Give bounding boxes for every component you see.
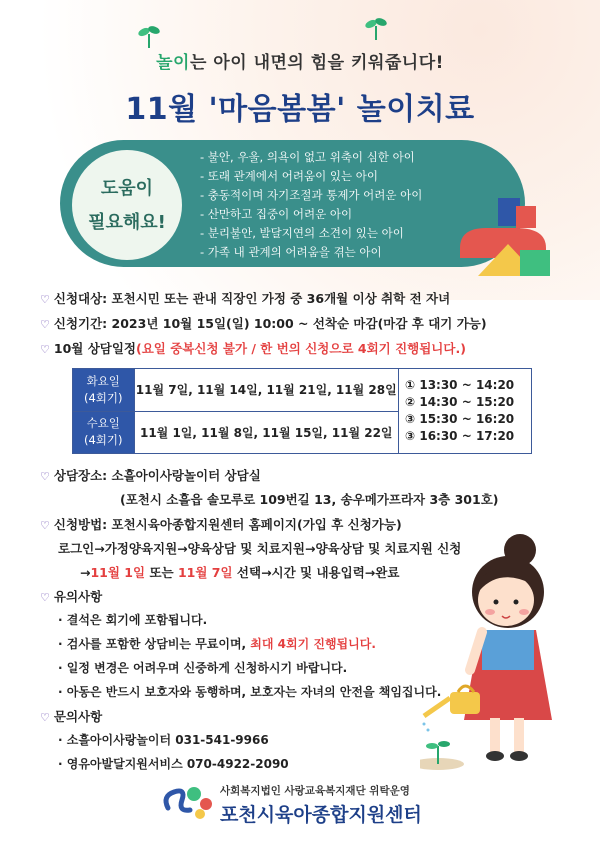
day-cell [73,411,135,454]
method-path: 로그인→가정양육지원→양육상담 및 치료지원→양육상담 및 치료지원 신청 [58,541,462,556]
time-slot: ① 13:30 ~ 14:20 [405,378,515,392]
times-cell [399,369,532,454]
fee-text: · 검사를 포함한 상담비는 무료이며, [58,637,251,651]
help-badge-line2: 필요해요! [88,212,166,233]
list-item: - 산만하고 집중이 어려운 아이 [200,207,353,221]
place-address: (포천시 소흘읍 솔모루로 109번길 13, 송우메가프라자 3층 301호) [120,492,499,507]
list-item: - 가족 내 관계의 어려움을 겪는 아이 [200,245,382,259]
girl-watering-plant-illustration [420,520,570,770]
step-arrow: → [80,565,91,580]
method-step-rest: 선택→시간 및 내용입력→완료 [232,565,400,580]
note-item-fee [58,635,376,652]
slogan-text: 는 아이 내면의 힘을 키워줍니다! [189,53,444,73]
sprout-icon [138,22,160,48]
day-label: 화요일 [86,373,120,388]
footer-org-name: 포천시육아종합지원센터 [220,804,422,826]
heart-icon: ♡ [40,293,50,306]
note-item: · 아동은 반드시 보호자와 동행하며, 보호자는 자녀의 안전을 책임집니다. [58,685,442,699]
contact-label: 문의사항 [53,709,103,724]
method-steps [80,563,399,581]
heart-icon: ♡ [40,470,50,483]
help-badge-text [72,172,182,240]
table-row [73,369,532,412]
contact-heading [40,707,102,725]
method-or: 또는 [145,565,178,580]
day-label: 수요일 [86,416,120,431]
schedule-label: 10월 상담일정 [53,341,136,356]
toy-blocks-illustration [458,188,554,278]
contact-item: · 소흘아이사랑놀이터 031-541-9966 [58,733,269,747]
method-label: 신청방법: 포천시육아종합지원센터 홈페이지(가입 후 신청가능) [53,517,402,532]
method-date2: 11월 7일 [177,565,233,580]
list-item: - 충동적이며 자기조절과 통제가 어려운 아이 [200,188,423,202]
note-item: · 일정 변경은 어려우며 신중하게 신청하시기 바랍니다. [58,661,348,675]
info-place [40,466,261,484]
time-slot: ② 14:30 ~ 15:20 [405,395,515,409]
sprout-icon [365,14,387,40]
footer-operator: 사회복지법인 사랑교육복지재단 위탁운영 [220,785,410,797]
info-schedule [40,339,466,357]
notes-label: 유의사항 [53,589,103,604]
slogan [0,48,600,73]
time-slot: ③ 15:30 ~ 16:20 [405,412,515,426]
info-target [40,289,450,307]
heart-icon: ♡ [40,318,50,331]
time-slot: ③ 16:30 ~ 17:20 [405,429,515,443]
info-period [40,314,487,332]
info-method [40,515,402,533]
info-target-text: 신청대상: 포천시민 또는 관내 직장인 가정 중 36개월 이상 취학 전 자녀 [53,291,451,306]
list-item: - 분리불안, 발달지연의 소견이 있는 아이 [200,226,404,240]
contact-item: · 영유아발달지원서비스 070-4922-2090 [58,757,289,771]
heart-icon: ♡ [40,591,50,604]
list-item: - 또래 관계에서 어려움이 있는 아이 [200,169,378,183]
session-count: (4회기) [83,433,123,448]
place-label: 상담장소: 소흘아이사랑놀이터 상담실 [53,468,261,483]
heart-icon: ♡ [40,343,50,356]
slogan-highlight: 놀이 [156,53,190,73]
heart-icon: ♡ [40,519,50,532]
session-count: (4회기) [83,390,123,405]
help-badge-line1: 도움이 [100,178,154,199]
heart-icon: ♡ [40,711,50,724]
notes-heading [40,587,102,605]
day-cell [73,369,135,412]
schedule-table [72,368,532,454]
dates-cell: 11월 1일, 11월 8일, 11월 15일, 11월 22일 [134,411,399,454]
list-item: - 불안, 우울, 의욕이 없고 위축이 심한 아이 [200,150,415,164]
dates-cell: 11월 7일, 11월 14일, 11월 21일, 11월 28일 [134,369,399,412]
schedule-note: (요일 중복신청 불가 / 한 번의 신청으로 4회기 진행됩니다.) [136,341,466,356]
page-title: 11월 '마음봄봄' 놀이치료 [125,92,475,127]
note-item: · 결석은 회기에 포함됩니다. [58,613,208,627]
method-date1: 11월 1일 [90,565,146,580]
fee-highlight: 최대 4회기 진행됩니다. [250,637,376,651]
org-logo-icon [160,782,216,822]
info-period-text: 신청기간: 2023년 10월 15일(일) 10:00 ~ 선착순 마감(마감 후 대기 가능) [53,316,487,331]
